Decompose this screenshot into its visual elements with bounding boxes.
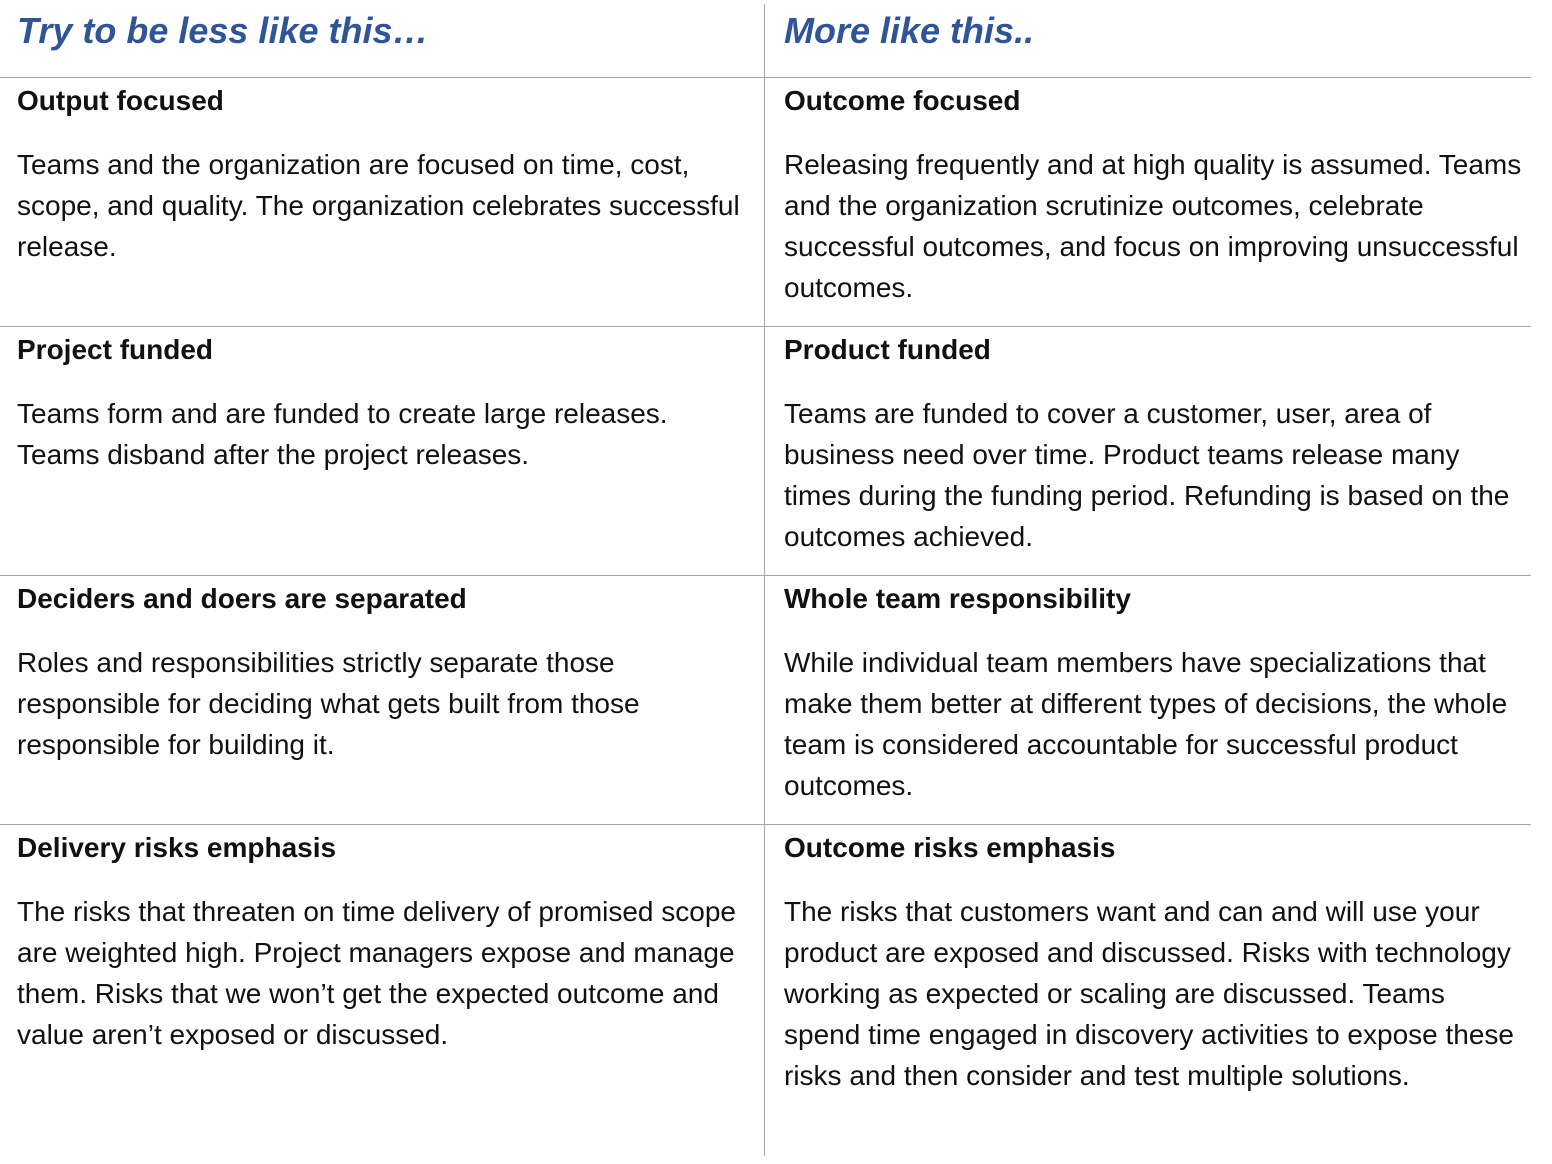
cell-title: Project funded — [17, 334, 214, 365]
cell-title: Delivery risks emphasis — [17, 832, 337, 863]
cell-body: The risks that customers want and can and will use your product are exposed and discussed. Risks with technology working as expected or scaling are discussed. Teams spend time engaged in discovery activities to expose these risks and then consider and test multiple solutions. — [784, 896, 1514, 1091]
cell-body: Roles and responsibilities strictly separate those responsible for deciding what gets built from those responsible for building it. — [17, 647, 640, 760]
right-cell — [784, 78, 1524, 308]
right-column-heading: More like this.. — [784, 10, 1035, 51]
left-column-heading: Try to be less like this… — [17, 10, 429, 51]
right-cell — [784, 825, 1524, 1096]
cell-body: Teams are funded to cover a customer, user, area of business need over time. Product teams release many times during the funding period. Refunding is based on the outcomes achieved. — [784, 398, 1510, 552]
cell-title: Deciders and doers are separated — [17, 583, 467, 614]
cell-title: Output focused — [17, 85, 224, 116]
cell-body: While individual team members have specializations that make them better at different types of decisions, the whole team is considered accountable for successful product outcomes. — [784, 647, 1508, 801]
right-cell — [784, 327, 1524, 557]
left-cell — [17, 825, 747, 1055]
cell-body: Teams form and are funded to create large releases. Teams disband after the project releases. — [17, 398, 668, 470]
cell-title: Outcome focused — [784, 85, 1021, 116]
cell-title: Product funded — [784, 334, 991, 365]
cell-body: Releasing frequently and at high quality is assumed. Teams and the organization scrutinize outcomes, celebrate successful outcomes, and focus on improving unsuccessful outcomes. — [784, 149, 1522, 303]
cell-title: Outcome risks emphasis — [784, 832, 1116, 863]
left-cell — [17, 576, 747, 765]
cell-title: Whole team responsibility — [784, 583, 1131, 614]
right-cell — [784, 576, 1524, 806]
cell-body: Teams and the organization are focused on time, cost, scope, and quality. The organization celebrates successful release. — [17, 149, 740, 262]
table-row — [0, 326, 1531, 575]
table-row — [0, 575, 1531, 824]
left-cell — [17, 327, 747, 475]
table-row — [0, 824, 1531, 1156]
cell-body: The risks that threaten on time delivery of promised scope are weighted high. Project managers expose and manage them. Risks that we won’t get the expected outcome and value aren’t exposed or discussed. — [17, 896, 737, 1050]
table-header — [0, 0, 1531, 77]
left-cell — [17, 78, 747, 267]
table-row — [0, 77, 1531, 326]
